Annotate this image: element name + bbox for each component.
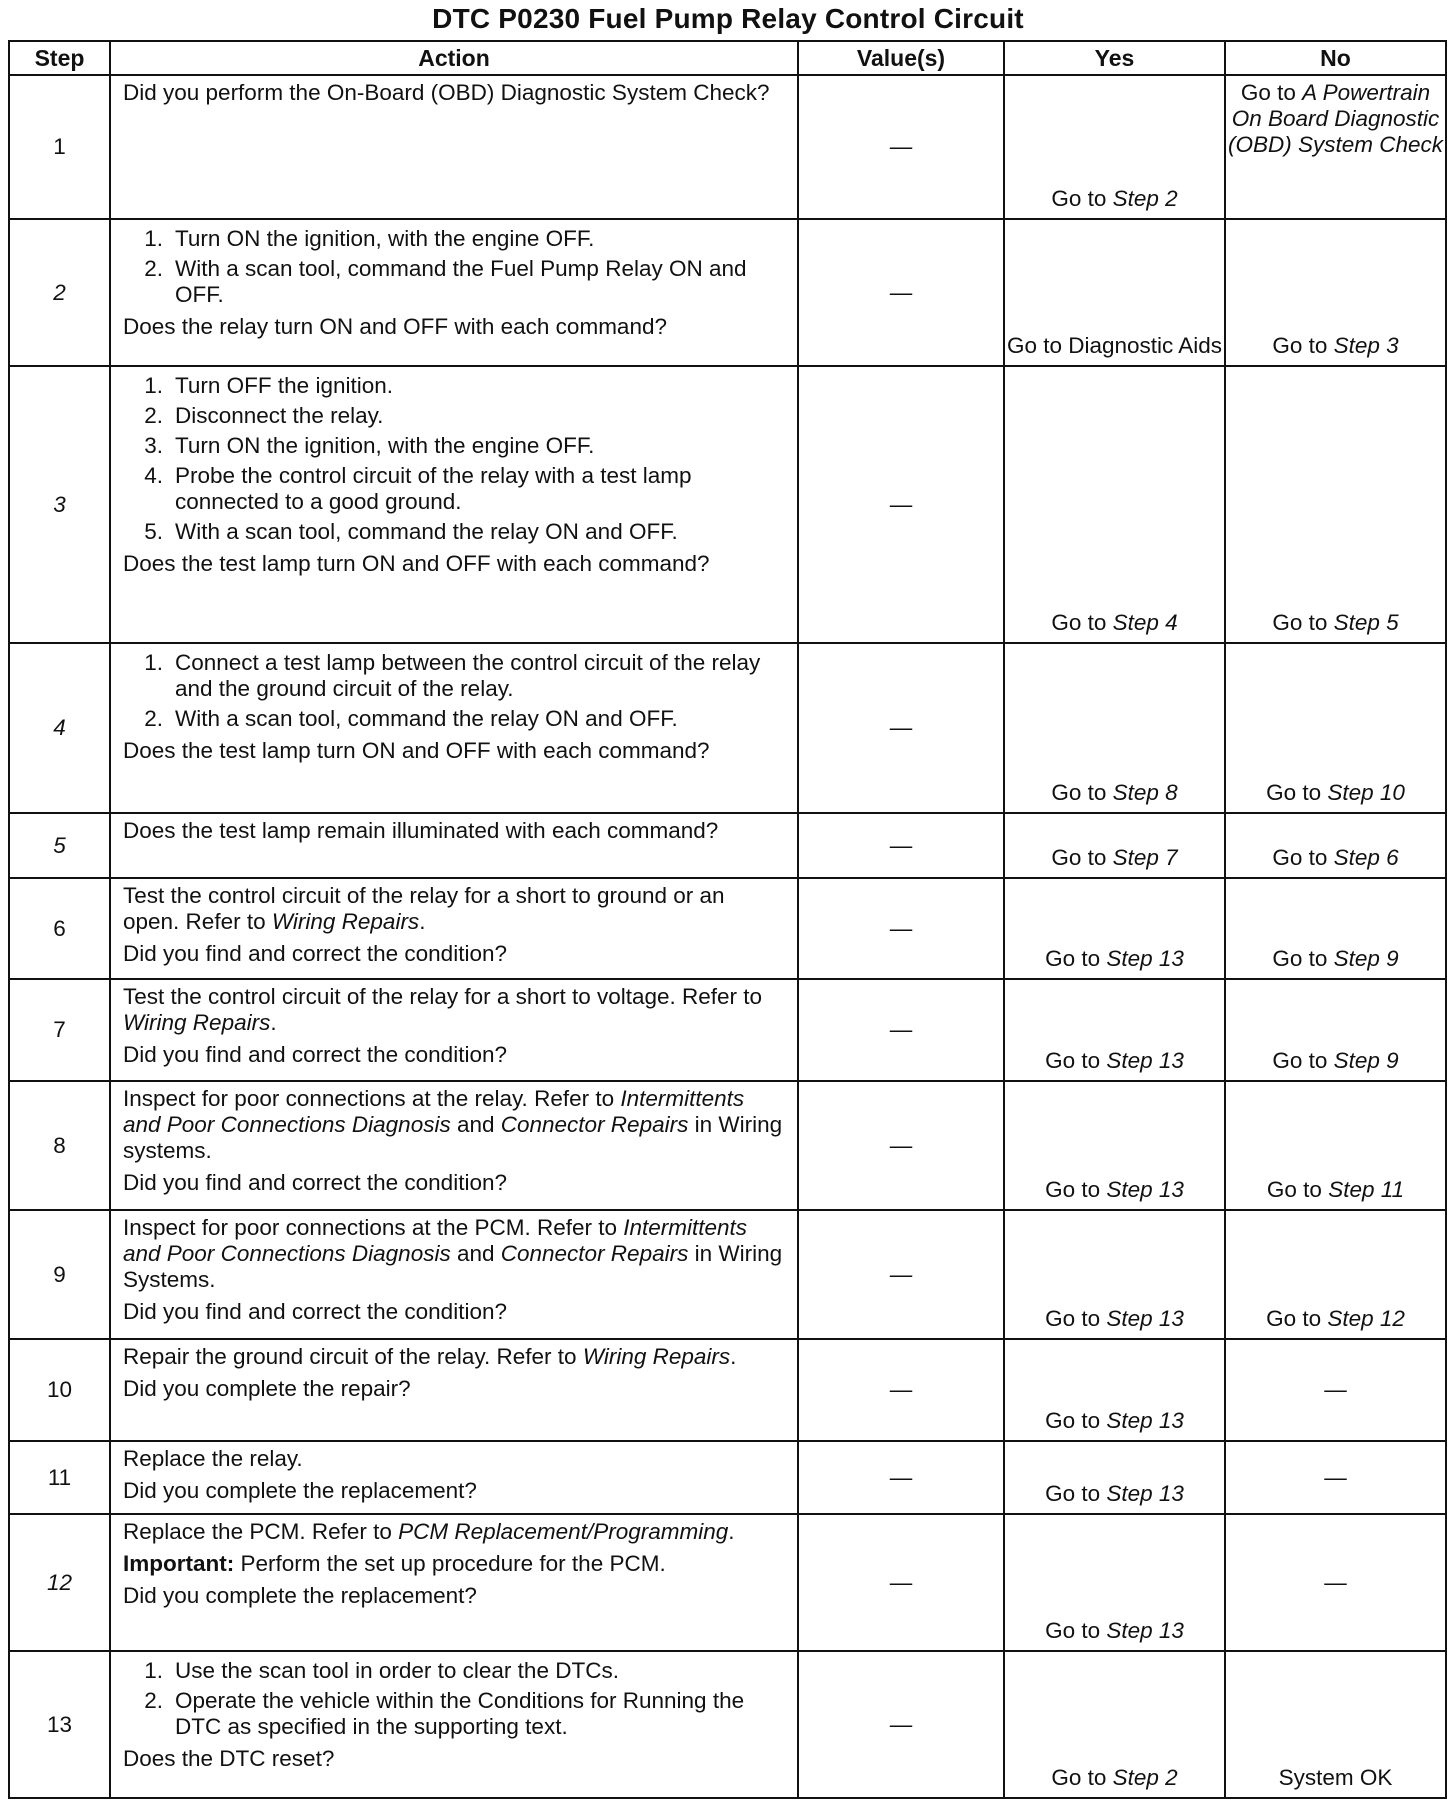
action-cell: [110, 75, 798, 219]
yes-goto: Go to Step 7: [1051, 845, 1178, 870]
step-number: 13: [9, 1651, 110, 1798]
document-title: DTC P0230 Fuel Pump Relay Control Circuit: [432, 3, 1024, 34]
action-text: Inspect for poor connections at the relay. Refer to Intermittents and Poor Connections Diagnosis and Connector Repairs in Wiring systems.: [123, 1086, 783, 1163]
no-cell: [1225, 1441, 1446, 1514]
step-number: 1: [9, 75, 110, 219]
no-cell: [1225, 979, 1446, 1081]
no-goto: Go to Step 9: [1272, 1048, 1399, 1073]
table-row: [9, 366, 1446, 643]
table-row: [9, 979, 1446, 1081]
no-goto: Go to Step 12: [1266, 1306, 1405, 1331]
no-cell: [1225, 1514, 1446, 1651]
table-row: [9, 219, 1446, 366]
no-goto: —: [1324, 1377, 1347, 1402]
header-action: Action: [110, 41, 798, 75]
yes-goto: Go to Step 13: [1045, 1618, 1184, 1643]
list-item: 1. Connect a test lamp between the control circuit of the relay and the ground circuit of the relay.: [144, 650, 761, 701]
no-cell: [1225, 878, 1446, 979]
action-question: Did you complete the replacement?: [123, 1583, 477, 1608]
yes-goto: Go to Step 13: [1045, 1177, 1184, 1202]
table-row: [9, 643, 1446, 813]
yes-cell: [1004, 219, 1225, 366]
yes-cell: [1004, 1514, 1225, 1651]
no-cell: [1225, 366, 1446, 643]
yes-cell: [1004, 1339, 1225, 1441]
important-label: Important:: [123, 1551, 235, 1576]
no-cell: [1225, 1081, 1446, 1210]
list-item: 2. With a scan tool, command the Fuel Pump Relay ON and OFF.: [144, 256, 747, 307]
step-number: 3: [9, 366, 110, 643]
yes-cell: [1004, 1210, 1225, 1339]
value-cell: —: [798, 1210, 1004, 1339]
table-row: [9, 813, 1446, 878]
value-cell: —: [798, 878, 1004, 979]
yes-goto: Go to Step 4: [1051, 610, 1178, 635]
table-row: [9, 1081, 1446, 1210]
no-cell: [1225, 813, 1446, 878]
table-row: [9, 1210, 1446, 1339]
yes-cell: [1004, 813, 1225, 878]
yes-cell: [1004, 366, 1225, 643]
table-row: [9, 1441, 1446, 1514]
action-question: Does the test lamp remain illuminated with each command?: [123, 818, 719, 843]
yes-goto: Go to Step 13: [1045, 1481, 1184, 1506]
no-cell: [1225, 1651, 1446, 1798]
table-header-row: [9, 41, 1446, 75]
yes-cell: [1004, 1081, 1225, 1210]
list-item: 4. Probe the control circuit of the relay with a test lamp connected to a good ground.: [144, 463, 692, 514]
no-cell: [1225, 1339, 1446, 1441]
table-row: [9, 75, 1446, 219]
action-cell: [110, 1339, 798, 1441]
step-number: 4: [9, 643, 110, 813]
step-number: 9: [9, 1210, 110, 1339]
action-question: Does the test lamp turn ON and OFF with each command?: [123, 551, 710, 576]
no-cell: [1225, 75, 1446, 219]
yes-cell: [1004, 643, 1225, 813]
action-cell: [110, 878, 798, 979]
action-question: Did you find and correct the condition?: [123, 1042, 507, 1067]
action-text: Did you perform the On-Board (OBD) Diagnostic System Check?: [123, 80, 770, 105]
action-question: Did you find and correct the condition?: [123, 1299, 507, 1324]
value-cell: —: [798, 1339, 1004, 1441]
value-cell: —: [798, 219, 1004, 366]
no-goto: Go to Step 6: [1272, 845, 1399, 870]
yes-cell: [1004, 1441, 1225, 1514]
action-text: Replace the PCM. Refer to PCM Replacement/Programming.: [123, 1519, 735, 1544]
table-row: [9, 1339, 1446, 1441]
action-cell: [110, 813, 798, 878]
yes-goto: Go to Step 8: [1051, 780, 1178, 805]
header-yes: Yes: [1004, 41, 1225, 75]
no-cell: [1225, 643, 1446, 813]
no-cell: [1225, 1210, 1446, 1339]
step-number: 7: [9, 979, 110, 1081]
yes-cell: [1004, 878, 1225, 979]
yes-cell: [1004, 75, 1225, 219]
yes-goto: Go to Step 2: [1051, 1765, 1178, 1790]
list-item: 1. Turn OFF the ignition.: [144, 373, 394, 398]
action-text: Test the control circuit of the relay for a short to voltage. Refer to Wiring Repairs.: [123, 984, 763, 1035]
value-cell: —: [798, 1651, 1004, 1798]
action-question: Does the test lamp turn ON and OFF with each command?: [123, 738, 710, 763]
yes-goto: Go to Step 13: [1045, 1048, 1184, 1073]
step-number: 10: [9, 1339, 110, 1441]
no-goto: Go to Step 11: [1266, 1177, 1405, 1202]
no-goto: System OK: [1278, 1765, 1393, 1790]
list-item: 2. With a scan tool, command the relay ON and OFF.: [144, 706, 678, 731]
action-question: Did you find and correct the condition?: [123, 941, 507, 966]
no-goto: Go to Step 3: [1272, 333, 1399, 358]
important-note: [123, 1551, 787, 1577]
action-text: Inspect for poor connections at the PCM. Refer to Intermittents and Poor Connections Diagnosis and Connector Repairs in Wiring Systems.: [123, 1215, 783, 1292]
yes-goto: Go to Step 2: [1051, 186, 1178, 211]
table-row: [9, 1651, 1446, 1798]
yes-goto: Go to Diagnostic Aids: [1006, 333, 1223, 358]
action-cell: [110, 219, 798, 366]
step-number: 6: [9, 878, 110, 979]
action-cell: [110, 1441, 798, 1514]
value-cell: —: [798, 1441, 1004, 1514]
no-goto: Go to Step 9: [1272, 946, 1399, 971]
action-question: Did you complete the repair?: [123, 1376, 411, 1401]
value-cell: —: [798, 366, 1004, 643]
value-cell: —: [798, 643, 1004, 813]
yes-cell: [1004, 1651, 1225, 1798]
header-no: No: [1225, 41, 1446, 75]
yes-goto: Go to Step 13: [1045, 1306, 1184, 1331]
action-cell: [110, 1651, 798, 1798]
yes-goto: Go to Step 13: [1045, 946, 1184, 971]
action-question: Did you find and correct the condition?: [123, 1170, 507, 1195]
list-item: 2. Disconnect the relay.: [144, 403, 384, 428]
no-goto: Go to A Powertrain On Board Diagnostic (OBD) System Check: [1227, 80, 1444, 157]
yes-cell: [1004, 979, 1225, 1081]
list-item: 1. Turn ON the ignition, with the engine OFF.: [144, 226, 595, 251]
action-cell: [110, 1514, 798, 1651]
header-step: Step: [9, 41, 110, 75]
step-number: 11: [9, 1441, 110, 1514]
no-goto: Go to Step 5: [1272, 610, 1399, 635]
yes-goto: Go to Step 13: [1045, 1408, 1184, 1433]
action-cell: [110, 1210, 798, 1339]
list-item: 2. Operate the vehicle within the Conditions for Running the DTC as specified in the supporting text.: [144, 1688, 745, 1739]
header-values: Value(s): [798, 41, 1004, 75]
step-number: 8: [9, 1081, 110, 1210]
value-cell: —: [798, 979, 1004, 1081]
value-cell: —: [798, 813, 1004, 878]
list-item: 1. Use the scan tool in order to clear the DTCs.: [144, 1658, 619, 1683]
value-cell: —: [798, 75, 1004, 219]
action-question: Does the relay turn ON and OFF with each command?: [123, 314, 667, 339]
value-cell: —: [798, 1081, 1004, 1210]
list-item: 5. With a scan tool, command the relay ON and OFF.: [144, 519, 678, 544]
action-cell: [110, 643, 798, 813]
no-cell: [1225, 219, 1446, 366]
step-number: 2: [9, 219, 110, 366]
step-number: 5: [9, 813, 110, 878]
action-cell: [110, 979, 798, 1081]
table-row: [9, 878, 1446, 979]
table-row: [9, 1514, 1446, 1651]
action-question: Does the DTC reset?: [123, 1746, 335, 1771]
value-cell: —: [798, 1514, 1004, 1651]
list-item: 3. Turn ON the ignition, with the engine OFF.: [144, 433, 595, 458]
action-question: Did you complete the replacement?: [123, 1478, 477, 1503]
action-cell: [110, 1081, 798, 1210]
action-text: Test the control circuit of the relay for a short to ground or an open. Refer to Wiring Repairs.: [123, 883, 725, 934]
diagnostic-table: [8, 40, 1447, 1799]
no-goto: Go to Step 10: [1266, 780, 1405, 805]
action-text: Repair the ground circuit of the relay. Refer to Wiring Repairs.: [123, 1344, 737, 1369]
important-text: Perform the set up procedure for the PCM.: [240, 1551, 666, 1576]
step-number: 12: [9, 1514, 110, 1651]
no-goto: —: [1324, 1569, 1347, 1595]
action-text: Replace the relay.: [123, 1446, 303, 1471]
no-goto: —: [1324, 1464, 1347, 1490]
action-cell: [110, 366, 798, 643]
